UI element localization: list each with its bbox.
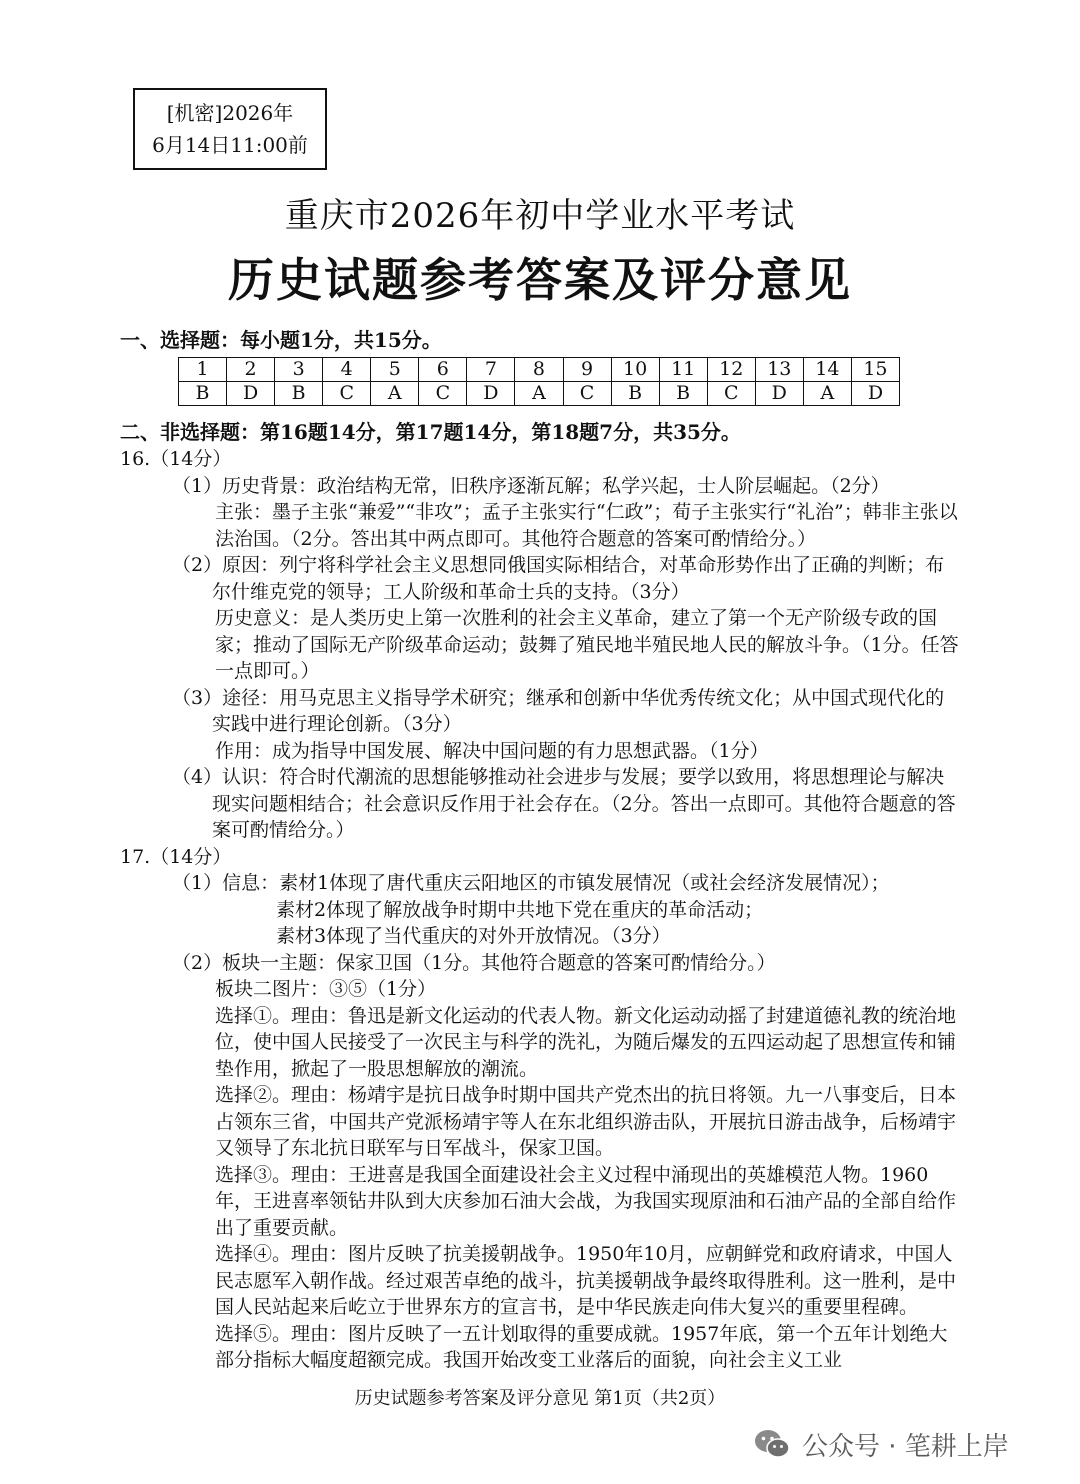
watermark-text: 公众号 · 笔耕上岸 bbox=[802, 1431, 1009, 1462]
q17-choice-4: 选择④。理由：图片反映了抗美援朝战争。1950年10月，应朝鲜党和政府请求，中国人民志愿军入朝作战。经过艰苦卓绝的战斗，抗美援朝战争最终取得胜利。这一胜利，是中国人民站起来后屹立于世界东方的宣言书，是中华民族走向伟大复兴的重要里程碑。 bbox=[215, 1243, 957, 1318]
q16-part-1: （1）历史背景：政治结构无常，旧秩序逐渐瓦解；私学兴起，士人阶层崛起。（2分） bbox=[172, 474, 890, 497]
confidential-box bbox=[133, 88, 327, 170]
answer-cell: A bbox=[803, 382, 851, 406]
confidential-line-2: 6月14日11:00前 bbox=[152, 133, 308, 157]
document-title: 历史试题参考答案及评分意见 bbox=[228, 253, 852, 307]
exam-title: 重庆市2026年初中学业水平考试 bbox=[284, 196, 796, 236]
question-number: 13 bbox=[755, 358, 803, 382]
question-number: 8 bbox=[515, 358, 563, 382]
question-number: 12 bbox=[707, 358, 755, 382]
question-number: 9 bbox=[563, 358, 611, 382]
q17-part-1-material-2: 素材2体现了解放战争时期中共地下党在重庆的革命活动； bbox=[276, 898, 764, 921]
q16-part-3: （3）途径：用马克思主义指导学术研究；继承和创新中华优秀传统文化；从中国式现代化的实践中进行理论创新。（3分） bbox=[172, 686, 945, 735]
question-number: 1 bbox=[179, 358, 227, 382]
question-number: 6 bbox=[419, 358, 467, 382]
q16-heading: 16.（14分） bbox=[120, 448, 232, 470]
answer-cell: C bbox=[419, 382, 467, 406]
q17-part-2-pictures: 板块二图片：③⑤（1分） bbox=[215, 978, 437, 1000]
question-number: 5 bbox=[371, 358, 419, 382]
q16-part-2: （2）原因：列宁将科学社会主义思想同俄国实际相结合，对革命形势作出了正确的判断；布尔什维克党的领导；工人阶级和革命士兵的支持。（3分） bbox=[172, 554, 945, 603]
answer-cell: B bbox=[611, 382, 659, 406]
watermark bbox=[752, 1422, 1009, 1466]
answer-cell: C bbox=[707, 382, 755, 406]
question-number: 14 bbox=[803, 358, 851, 382]
question-number: 3 bbox=[275, 358, 323, 382]
wechat-icon bbox=[752, 1424, 792, 1464]
answer-cell: D bbox=[755, 382, 803, 406]
q17-part-2: （2）板块一主题：保家卫国（1分。其他符合题意的答案可酌情给分。） bbox=[172, 951, 776, 974]
q17-part-1: （1）信息：素材1体现了唐代重庆云阳地区的市镇发展情况（或社会经济发展情况）； bbox=[172, 872, 890, 894]
page-footer: 历史试题参考答案及评分意见 第1页（共2页） bbox=[354, 1388, 726, 1409]
answer-cell: B bbox=[275, 382, 323, 406]
section-2-heading: 二、非选择题：第16题14分，第17题14分，第18题7分，共35分。 bbox=[120, 420, 741, 444]
answer-body bbox=[120, 446, 960, 1374]
answer-row bbox=[179, 382, 900, 406]
q16-part-1-claims: 主张：墨子主张“兼爱”“非攻”；孟子主张实行“仁政”；荀子主张实行“礼治”；韩非主张以法治国。（2分。答出其中两点即可。其他符合题意的答案可酌情给分。） bbox=[215, 501, 958, 550]
q17-choice-2: 选择②。理由：杨靖宇是抗日战争时期中国共产党杰出的抗日将领。九一八事变后，日本占领东三省，中国共产党派杨靖宇等人在东北组织游击队，开展抗日游击战争，后杨靖宇又领导了东北抗日联军与日军战斗，保家卫国。 bbox=[215, 1084, 957, 1159]
q17-part-1-material-3: 素材3体现了当代重庆的对外开放情况。（3分） bbox=[276, 925, 671, 947]
answer-cell: B bbox=[659, 382, 707, 406]
answer-cell: A bbox=[371, 382, 419, 406]
answer-table bbox=[178, 357, 900, 406]
question-number: 7 bbox=[467, 358, 515, 382]
answer-cell: C bbox=[323, 382, 371, 406]
question-number-row bbox=[179, 358, 900, 382]
answer-cell: D bbox=[851, 382, 899, 406]
answer-cell: D bbox=[467, 382, 515, 406]
question-number: 2 bbox=[227, 358, 275, 382]
answer-cell: C bbox=[563, 382, 611, 406]
section-1-heading: 一、选择题：每小题1分，共15分。 bbox=[120, 328, 442, 352]
q16-part-4: （4）认识：符合时代潮流的思想能够推动社会进步与发展；要学以致用，将思想理论与解决现实问题相结合；社会意识反作用于社会存在。（2分。答出一点即可。其他符合题意的答案可酌情给分。） bbox=[172, 766, 956, 841]
question-number: 15 bbox=[851, 358, 899, 382]
answer-cell: D bbox=[227, 382, 275, 406]
question-number: 10 bbox=[611, 358, 659, 382]
q17-heading: 17.（14分） bbox=[120, 845, 232, 868]
answer-cell: B bbox=[179, 382, 227, 406]
q16-part-3-role: 作用：成为指导中国发展、解决中国问题的有力思想武器。（1分） bbox=[215, 739, 769, 762]
q16-part-2-significance: 历史意义：是人类历史上第一次胜利的社会主义革命，建立了第一个无产阶级专政的国家；推动了国际无产阶级革命运动；鼓舞了殖民地半殖民地人民的解放斗争。（1分。任答一点即可。） bbox=[215, 607, 959, 682]
q17-choice-3: 选择③。理由：王进喜是我国全面建设社会主义过程中涌现出的英雄模范人物。1960年，王进喜率领钻井队到大庆参加石油大会战，为我国实现原油和石油产品的全部自给作出了重要贡献。 bbox=[215, 1163, 957, 1239]
q17-choice-5: 选择⑤。理由：图片反映了一五计划取得的重要成就。1957年底，第一个五年计划绝大部分指标大幅度超额完成。我国开始改变工业落后的面貌，向社会主义工业 bbox=[215, 1322, 948, 1371]
question-number: 4 bbox=[323, 358, 371, 382]
question-number: 11 bbox=[659, 358, 707, 382]
answer-cell: A bbox=[515, 382, 563, 406]
confidential-line-1: [机密]2026年 bbox=[166, 101, 294, 125]
q17-choice-1: 选择①。理由：鲁迅是新文化运动的代表人物。新文化运动动摇了封建道德礼教的统治地位，使中国人民接受了一次民主与科学的洗礼，为随后爆发的五四运动起了思想宣传和铺垫作用，掀起了一股思想解放的潮流。 bbox=[215, 1004, 957, 1080]
